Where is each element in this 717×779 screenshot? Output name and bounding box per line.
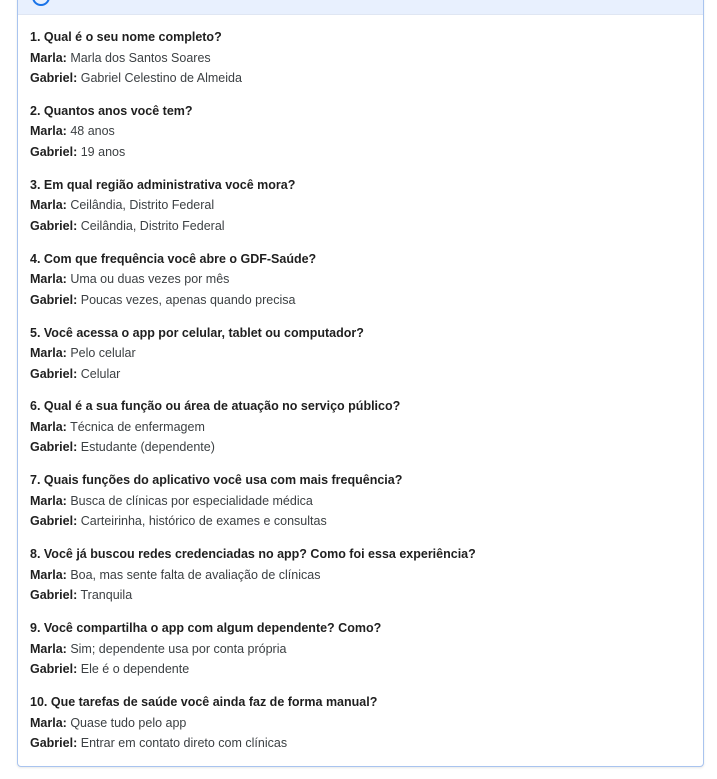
respondent-name: Marla: [30, 124, 67, 139]
answer-text: 48 anos [70, 124, 115, 139]
answer-marla [30, 491, 691, 512]
question-text: 7. Quais funções do aplicativo você usa com mais frequência? [30, 473, 403, 488]
answer-gabriel [30, 290, 691, 311]
question-text: 8. Você já buscou redes credenciadas no app? Como foi essa experiência? [30, 547, 476, 562]
card-header [18, 0, 703, 15]
qa-item [30, 470, 691, 532]
answer-text: Estudante (dependente) [80, 440, 215, 455]
answer-text: Sim; dependente usa por conta própria [70, 641, 287, 656]
qa-item [30, 249, 691, 311]
answer-text: Uma ou duas vezes por mês [70, 272, 230, 287]
respondent-name: Marla: [30, 567, 67, 582]
answer-text: Ceilândia, Distrito Federal [70, 198, 215, 213]
answer-gabriel [30, 437, 691, 458]
answer-text: Ceilândia, Distrito Federal [80, 218, 225, 233]
qa-item [30, 175, 691, 237]
answer-text: Poucas vezes, apenas quando precisa [80, 292, 296, 307]
qa-item [30, 323, 691, 385]
question-text: 4. Com que frequência você abre o GDF-Saúde? [30, 251, 317, 266]
answer-text: Quase tudo pelo app [70, 715, 187, 730]
answer-marla [30, 565, 691, 586]
respondent-name: Gabriel: [30, 218, 78, 233]
answer-gabriel [30, 733, 691, 754]
question-text: 3. Em qual região administrativa você mora? [30, 177, 296, 192]
respondent-name: Gabriel: [30, 144, 78, 159]
respondent-name: Marla: [30, 346, 67, 361]
respondent-name: Marla: [30, 419, 67, 434]
respondent-name: Marla: [30, 50, 67, 65]
respondent-name: Gabriel: [30, 366, 78, 381]
qa-item [30, 544, 691, 606]
answer-marla [30, 269, 691, 290]
respondent-name: Gabriel: [30, 71, 78, 85]
answer-gabriel [30, 585, 691, 606]
respondent-name: Marla: [30, 641, 67, 656]
question-text: 9. Você compartilha o app com algum dependente? Como? [30, 621, 382, 636]
answer-text: Busca de clínicas por especialidade médica [70, 493, 313, 508]
answer-text: Entrar em contato direto com clínicas [80, 736, 288, 751]
answer-text: Técnica de enfermagem [70, 419, 205, 434]
answer-gabriel [30, 142, 691, 163]
info-circle-icon [32, 0, 50, 6]
respondent-name: Marla: [30, 715, 67, 730]
question-text: 5. Você acessa o app por celular, tablet ou computador? [30, 325, 364, 340]
answer-marla [30, 195, 691, 216]
qa-item [30, 618, 691, 680]
answer-marla [30, 48, 691, 69]
respondent-name: Marla: [30, 272, 67, 287]
respondent-name: Marla: [30, 198, 67, 213]
answer-gabriel [30, 659, 691, 680]
answer-text: 19 anos [80, 144, 126, 159]
qa-item [30, 692, 691, 754]
question-text: 10. Que tarefas de saúde você ainda faz de forma manual? [30, 695, 378, 710]
qa-list [30, 27, 691, 766]
respondent-name: Gabriel: [30, 514, 78, 529]
answer-text: Boa, mas sente falta de avaliação de clínicas [70, 567, 321, 582]
answer-text: Marla dos Santos Soares [70, 50, 211, 65]
answer-text: Ele é o dependente [80, 662, 190, 677]
answer-marla [30, 343, 691, 364]
respondent-name: Gabriel: [30, 292, 78, 307]
answer-marla [30, 121, 691, 142]
answer-gabriel [30, 364, 691, 385]
answer-marla [30, 417, 691, 438]
qa-item [30, 396, 691, 458]
respondent-name: Gabriel: [30, 736, 78, 751]
answer-gabriel [30, 216, 691, 237]
question-text: 2. Quantos anos você tem? [30, 103, 193, 118]
qa-item [30, 27, 691, 89]
respondent-name: Gabriel: [30, 662, 78, 677]
question-text: 1. Qual é o seu nome completo? [30, 30, 222, 44]
respondent-name: Gabriel: [30, 588, 78, 603]
answer-text: Gabriel Celestino de Almeida [80, 71, 242, 85]
answer-text: Tranquila [80, 588, 133, 603]
qa-item [30, 101, 691, 163]
answer-marla [30, 713, 691, 734]
respondent-name: Marla: [30, 493, 67, 508]
answer-gabriel [30, 68, 691, 89]
respondent-name: Gabriel: [30, 440, 78, 455]
answer-gabriel [30, 511, 691, 532]
answer-text: Pelo celular [70, 346, 136, 361]
answer-marla [30, 639, 691, 660]
interview-card [17, 0, 704, 767]
question-text: 6. Qual é a sua função ou área de atuação no serviço público? [30, 399, 401, 414]
answer-text: Celular [80, 366, 121, 381]
answer-text: Carteirinha, histórico de exames e consultas [80, 514, 327, 529]
